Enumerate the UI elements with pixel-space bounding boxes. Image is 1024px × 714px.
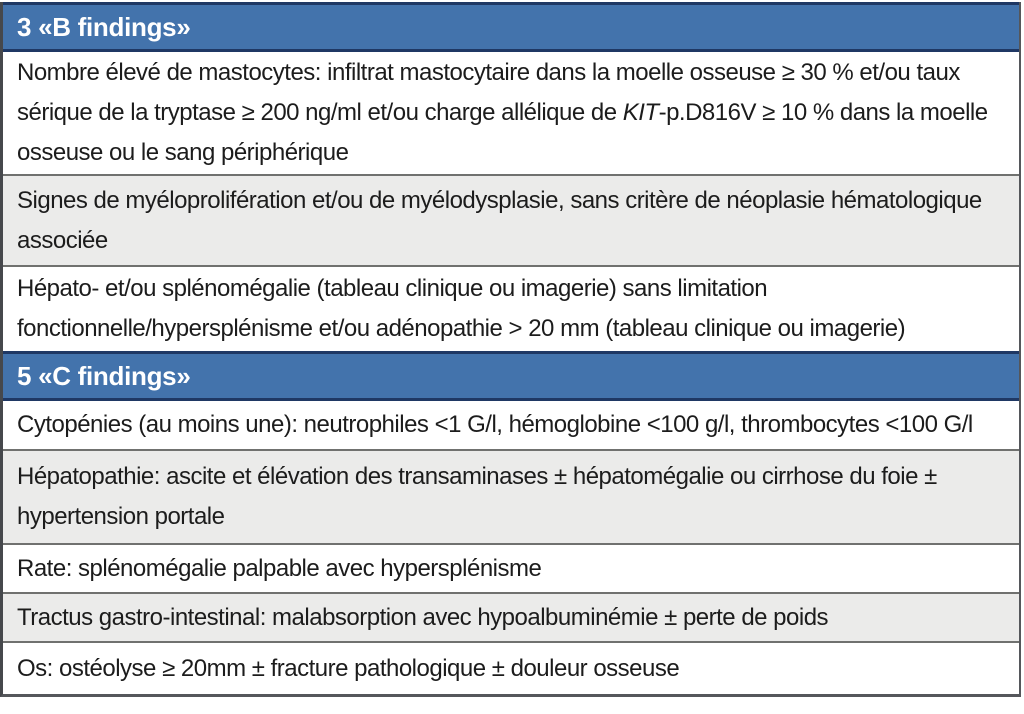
section-header-b-findings [3,2,1019,52]
row-text-post: -p.D816V ≥ 10 % dans la moelle osseuse ou le sang périphérique [17,99,988,166]
table-row-rate [3,543,1019,592]
section-header-label: 3 «B findings» [17,11,191,42]
row-text: Tractus gastro-intestinal: malabsorption avec hypoalbuminémie ± perte de poids [17,603,829,631]
kit-gene-italic: KIT [622,99,659,126]
row-text: Rate: splénomégalie palpable avec hypersplénisme [17,554,542,582]
table-row-os [3,641,1019,694]
row-text: Os: ostéolyse ≥ 20mm ± fracture pathologique ± douleur osseuse [17,654,680,682]
table-row-myeloproliferation [3,174,1019,265]
table-row-hepato-splenomegalie [3,265,1019,351]
table-row-tractus-gastro-intestinal [3,592,1019,641]
table-row-hepatopathie [3,449,1019,543]
row-text: Hépatopathie: ascite et élévation des transaminases ± hépatomégalie ou cirrhose du foie ± hypertension portale [17,463,937,530]
row-text: Cytopénies (au moins une): neutrophiles <1 G/l, hémoglobine <100 g/l, thrombocytes <100 G/l [17,411,973,438]
findings-criteria-table [0,2,1021,697]
table-row-mastocytes [3,52,1019,174]
table-row-cytopenies [3,401,1019,449]
row-text [17,53,1005,173]
row-text: Hépato- et/ou splénomégalie (tableau clinique ou imagerie) sans limitation fonctionnelle/hypersplénisme et/ou adénopathie > 20 mm (tableau clinique ou imagerie) [17,275,906,342]
section-header-c-findings [3,351,1019,401]
row-text: Signes de myéloprolifération et/ou de myélodysplasie, sans critère de néoplasie hématologique associée [17,186,982,254]
row-text-pre: Nombre élevé de mastocytes: infiltrat mastocytaire dans la moelle osseuse ≥ 30 % et/ou taux sérique de la tryptase ≥ 200 ng/ml et/ou charge allélique de [17,59,960,126]
section-header-label: 5 «C findings» [17,360,191,391]
